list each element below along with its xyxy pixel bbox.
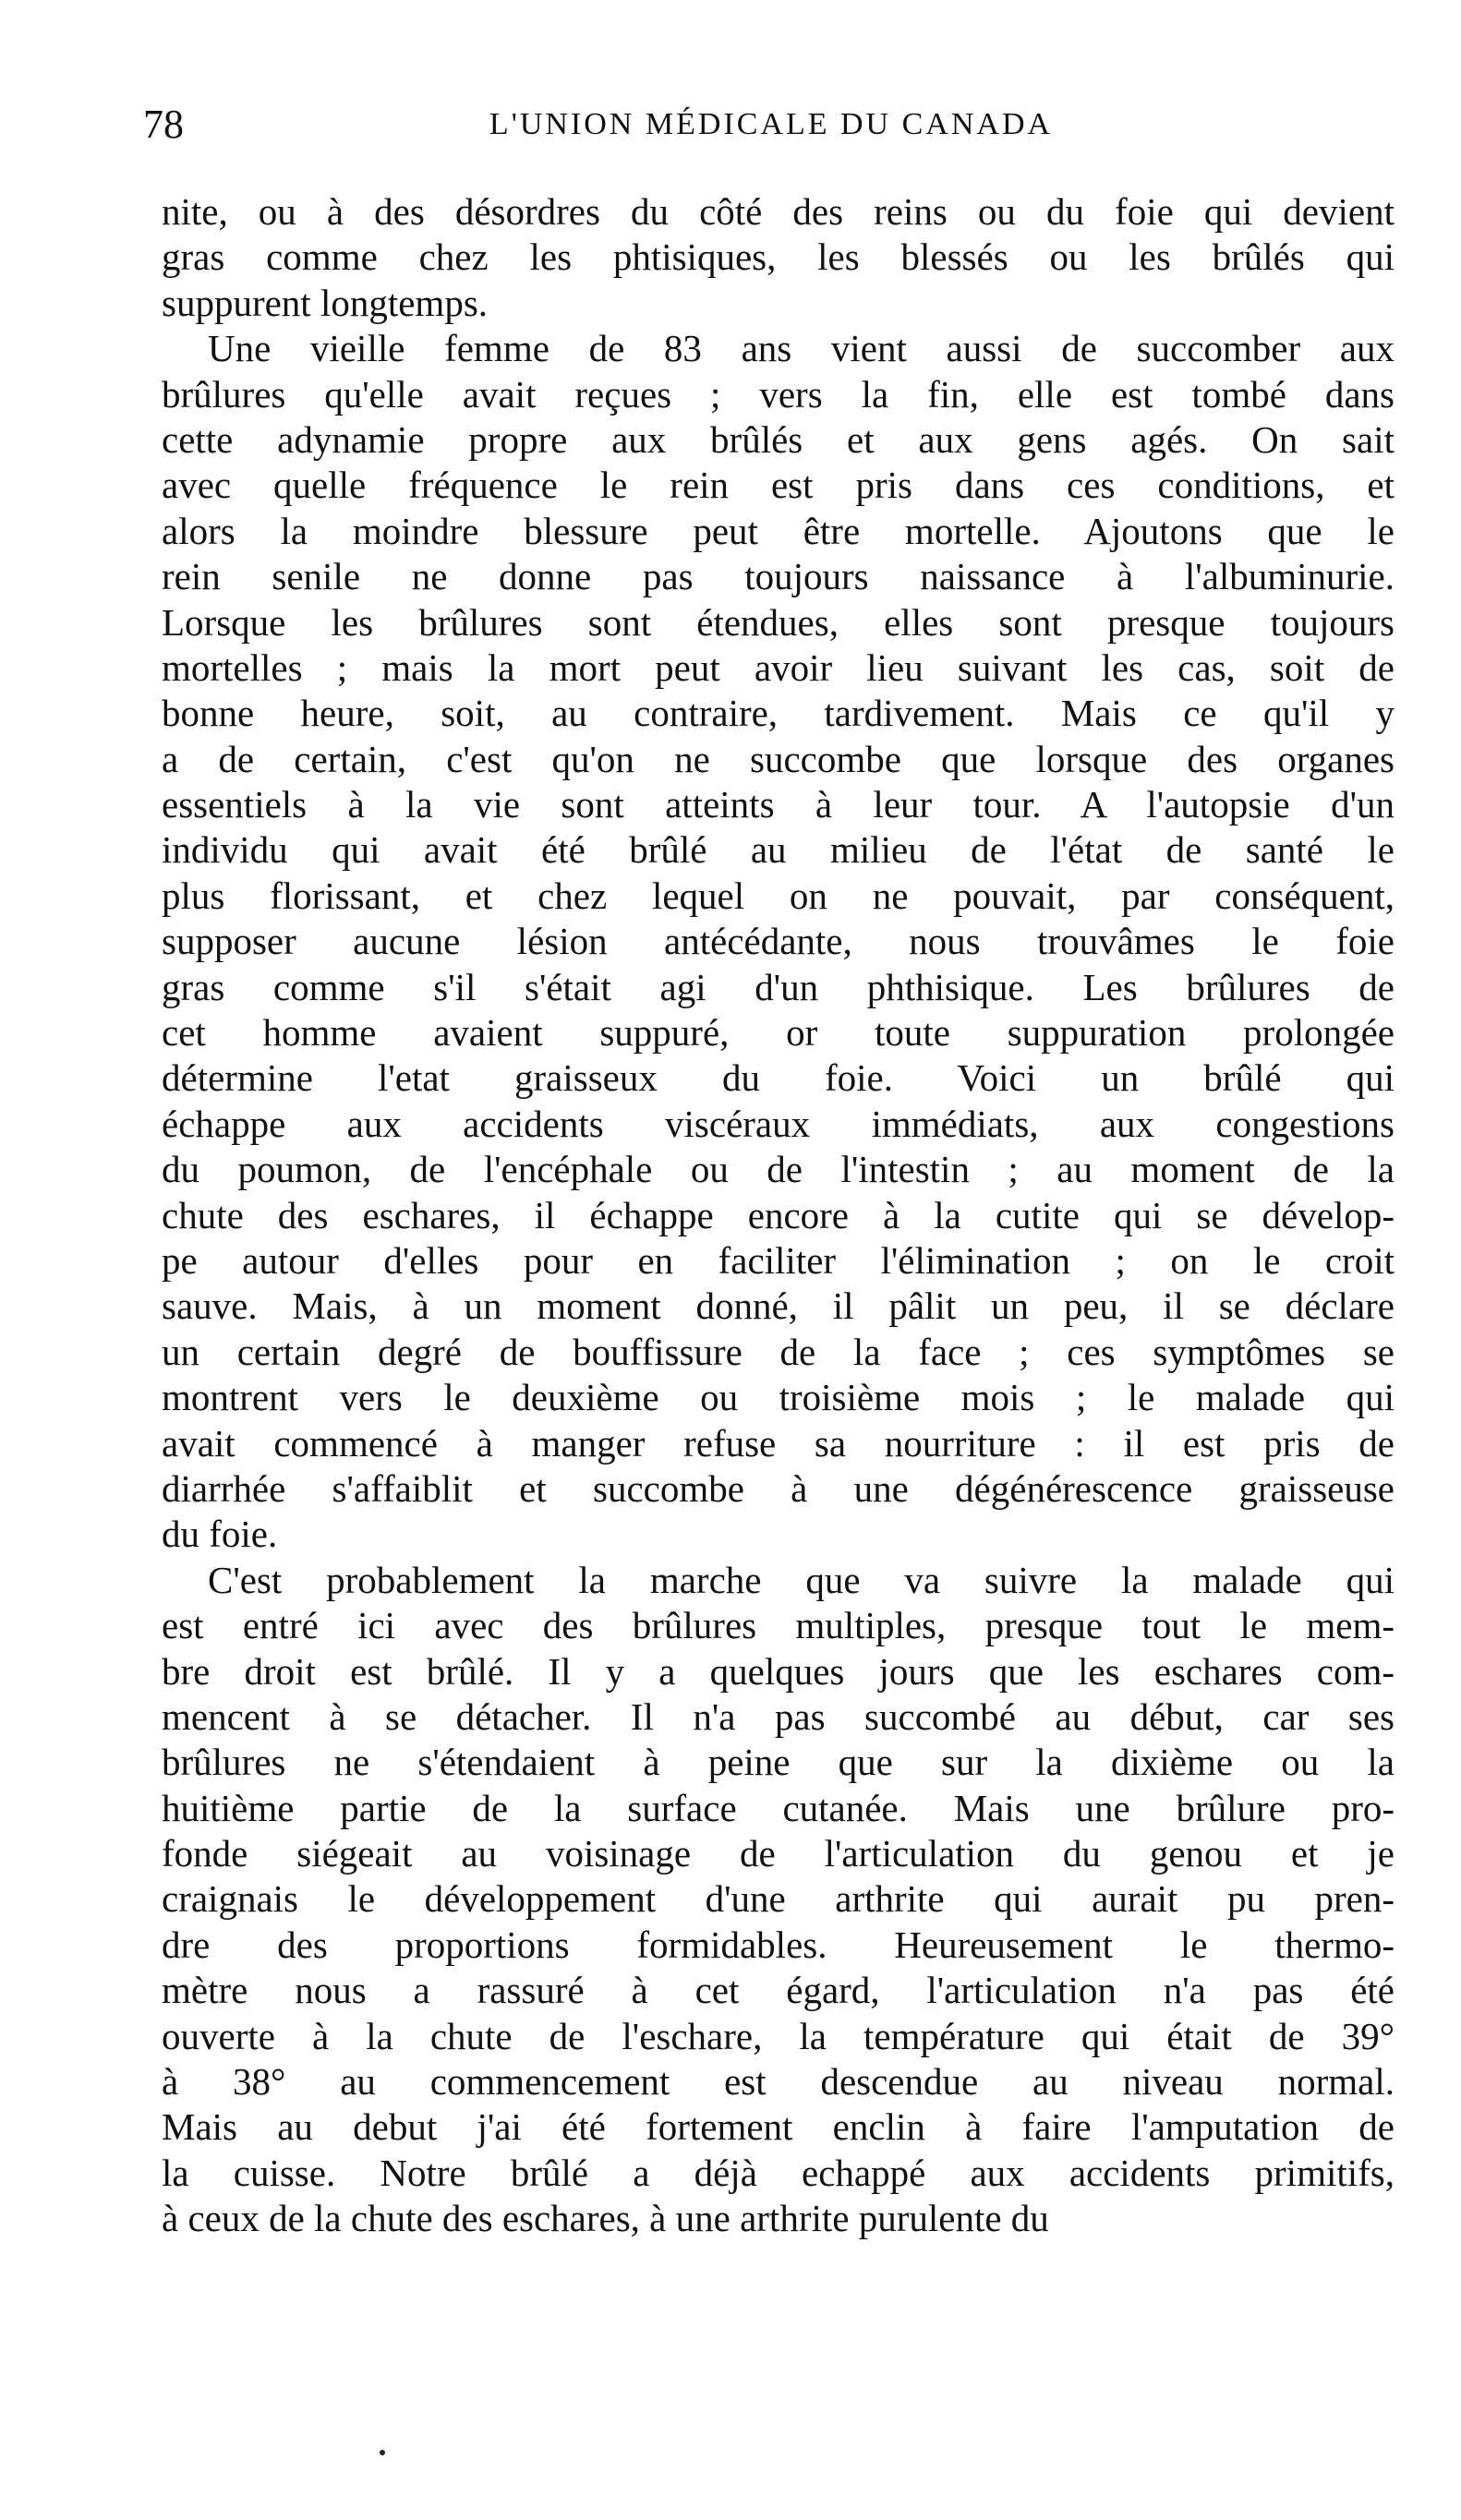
text-line: bre droit est brûlé. Il y a quelques jours que les eschares com-: [162, 1649, 1395, 1693]
text-line: mencent à se détacher. Il n'a pas succombé au début, car ses: [162, 1694, 1395, 1738]
text-line: est entré ici avec des brûlures multiples, presque tout le mem-: [162, 1604, 1395, 1647]
text-line: mètre nous a rassuré à cet égard, l'articulation n'a pas été: [162, 1969, 1395, 2012]
page-number: 78: [143, 102, 184, 147]
text-line: suppurent longtemps.: [162, 281, 489, 324]
ink-speck: [380, 2450, 385, 2455]
text-line: gras comme chez les phtisiques, les blessés ou les brûlés qui: [162, 235, 1395, 279]
text-line: a de certain, c'est qu'on ne succombe que lorsque des organes: [162, 737, 1395, 780]
text-line: Une vieille femme de 83 ans vient aussi de succomber aux: [208, 327, 1395, 370]
text-line: la cuisse. Notre brûlé a déjà echappé aux accidents primitifs,: [162, 2151, 1395, 2194]
text-line: rein senile ne donne pas toujours naissance à l'albuminurie.: [162, 555, 1395, 598]
text-line: nite, ou à des désordres du côté des reins ou du foie qui devient: [162, 190, 1395, 233]
text-line: gras comme s'il s'était agi d'un phthisique. Les brûlures de: [162, 965, 1395, 1008]
text-line: un certain degré de bouffissure de la face ; ces symptômes se: [162, 1330, 1395, 1373]
text-line: supposer aucune lésion antécédante, nous trouvâmes le foie: [162, 920, 1395, 963]
text-line: ouverte à la chute de l'eschare, la température qui était de 39°: [162, 2014, 1395, 2057]
text-line: à ceux de la chute des eschares, à une arthrite purulente du: [162, 2197, 1049, 2240]
text-line: essentiels à la vie sont atteints à leur tour. A l'autopsie d'un: [162, 783, 1395, 826]
running-head: [143, 97, 1399, 152]
text-line: cet homme avaient suppuré, or toute suppuration prolongée: [162, 1011, 1395, 1055]
text-line: montrent vers le deuxième ou troisième mois ; le malade qui: [162, 1376, 1395, 1419]
text-line: craignais le développement d'une arthrite qui aurait pu pren-: [162, 1877, 1395, 1921]
text-line: cette adynamie propre aux brûlés et aux gens agés. On sait: [162, 417, 1395, 461]
body-text: [162, 189, 1395, 2242]
text-line: détermine l'etat graisseux du foie. Voici un brûlé qui: [162, 1056, 1395, 1100]
text-line: huitième partie de la surface cutanée. Mais une brûlure pro-: [162, 1786, 1395, 1829]
text-line: du poumon, de l'encéphale ou de l'intestin ; au moment de la: [162, 1148, 1395, 1191]
text-line: échappe aux accidents viscéraux immédiats, aux congestions: [162, 1102, 1395, 1145]
text-line: sauve. Mais, à un moment donné, il pâlit un peu, il se déclare: [162, 1284, 1395, 1328]
text-line: individu qui avait été brûlé au milieu de l'état de santé le: [162, 828, 1395, 872]
text-line: brûlures ne s'étendaient à peine que sur la dixième ou la: [162, 1741, 1395, 1784]
text-line: diarrhée s'affaiblit et succombe à une dégénérescence graisseuse: [162, 1466, 1395, 1510]
text-line: fonde siégeait au voisinage de l'articulation du genou et je: [162, 1832, 1395, 1875]
text-line: chute des eschares, il échappe encore à la cutite qui se dévelop-: [162, 1193, 1395, 1236]
text-line: Lorsque les brûlures sont étendues, elles sont presque toujours: [162, 600, 1395, 644]
text-line: pe autour d'elles pour en faciliter l'élimination ; on le croit: [162, 1238, 1395, 1282]
text-line: C'est probablement la marche que va suivre la malade qui: [208, 1558, 1395, 1601]
paragraph: [162, 326, 1395, 1558]
text-line: plus florissant, et chez lequel on ne pouvait, par conséquent,: [162, 874, 1395, 917]
text-line: alors la moindre blessure peut être mortelle. Ajoutons que le: [162, 509, 1395, 552]
text-line: brûlures qu'elle avait reçues ; vers la fin, elle est tombé dans: [162, 372, 1395, 416]
text-line: Mais au debut j'ai été fortement enclin à faire l'amputation de: [162, 2105, 1395, 2149]
text-line: à 38° au commencement est descendue au niveau normal.: [162, 2060, 1395, 2104]
journal-title: L'UNION MÉDICALE DU CANADA: [489, 107, 1054, 141]
text-line: avec quelle fréquence le rein est pris dans ces conditions, et: [162, 464, 1395, 507]
text-line: dre des proportions formidables. Heureusement le thermo-: [162, 1923, 1395, 1966]
paragraph: [162, 189, 1395, 326]
text-line: avait commencé à manger refuse sa nourriture : il est pris de: [162, 1421, 1395, 1465]
text-line: bonne heure, soit, au contraire, tardivement. Mais ce qu'il y: [162, 692, 1395, 735]
text-line: du foie.: [162, 1513, 278, 1556]
paragraph: [162, 1558, 1395, 2242]
text-line: mortelles ; mais la mort peut avoir lieu suivant les cas, soit de: [162, 645, 1395, 689]
